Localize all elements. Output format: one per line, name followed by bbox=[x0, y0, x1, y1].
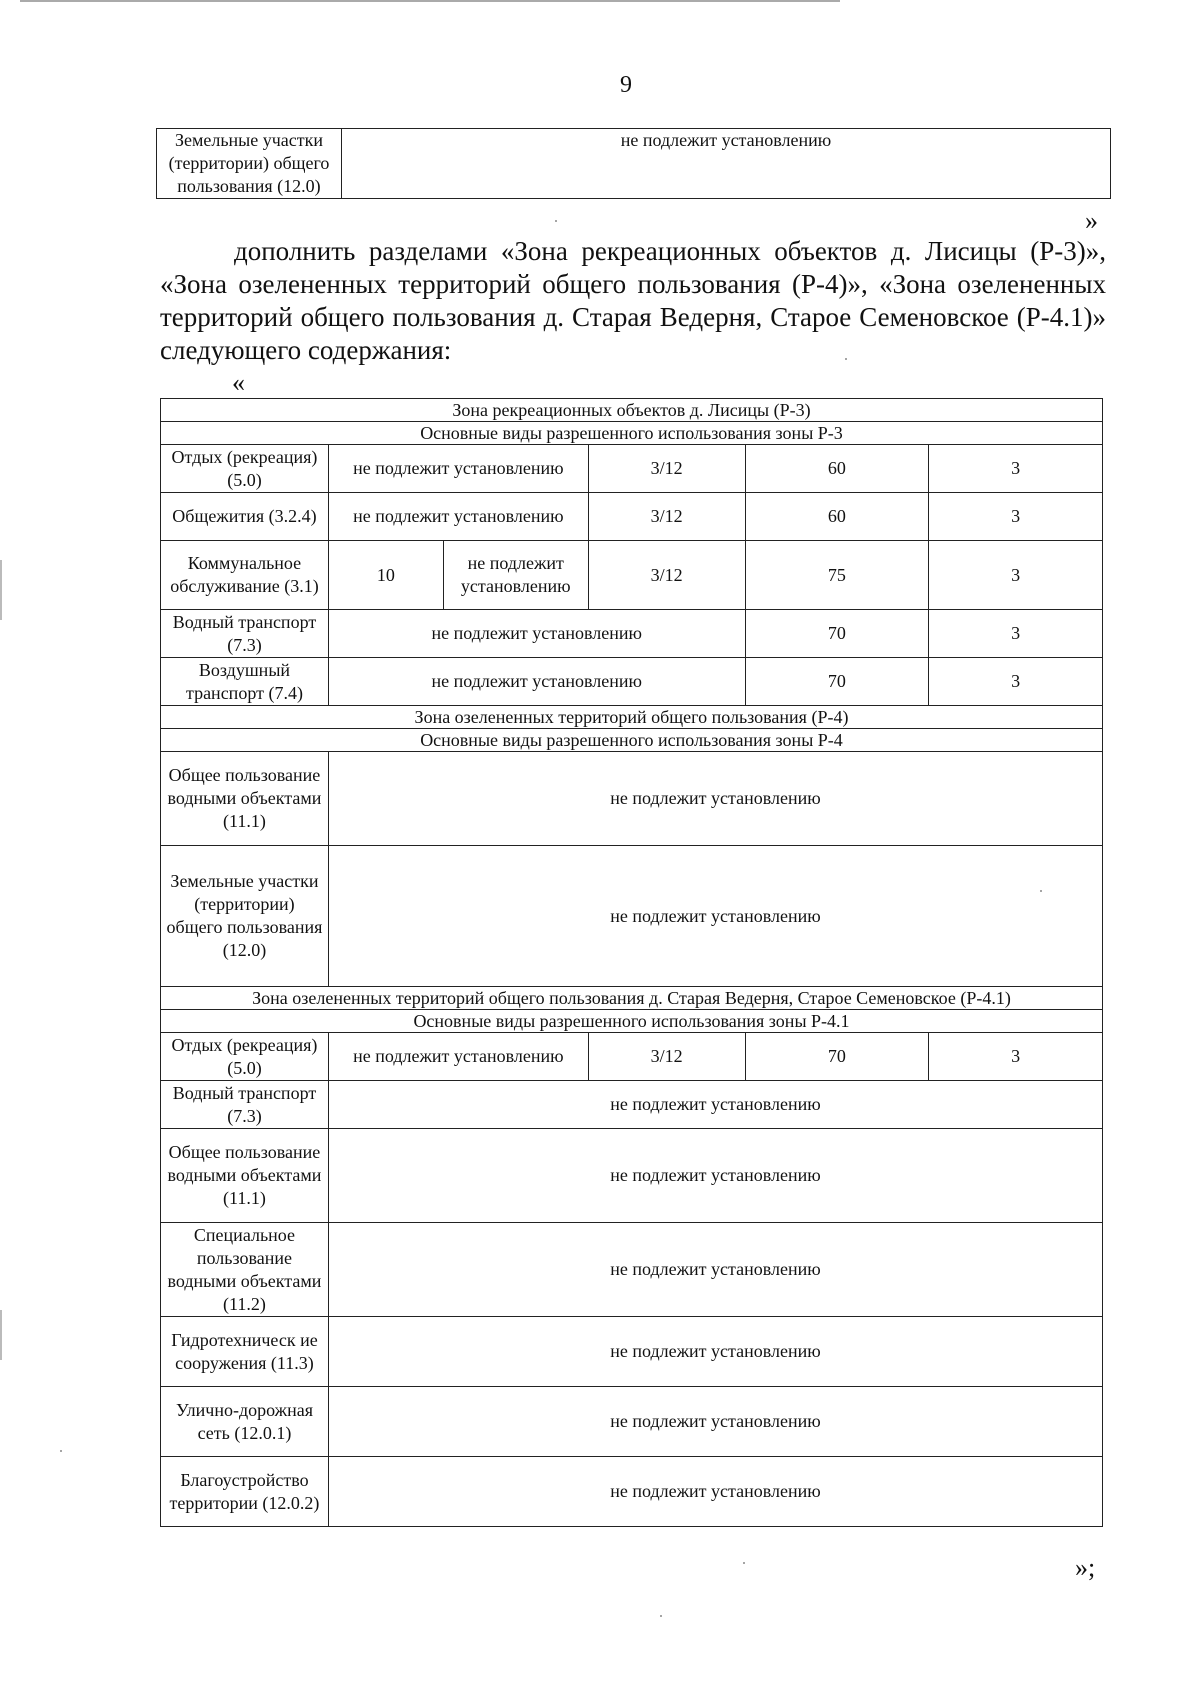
cell-value: 3 bbox=[929, 1033, 1103, 1081]
cell-value: не подлежит установлению bbox=[328, 846, 1102, 987]
zone-r4-title: Зона озелененных территорий общего пользования (Р-4) bbox=[161, 706, 1103, 729]
cell-value: не подлежит установлению bbox=[328, 658, 745, 706]
use-type-name: Благоустройство территории (12.0.2) bbox=[161, 1457, 329, 1527]
cell-value: 3/12 bbox=[588, 1033, 745, 1081]
zone-subtitle-row bbox=[161, 729, 1103, 752]
zone-subtitle-row bbox=[161, 422, 1103, 445]
use-type-name: Водный транспорт (7.3) bbox=[161, 1081, 329, 1129]
cell-value: не подлежит установлению bbox=[328, 1317, 1102, 1387]
table-row bbox=[161, 752, 1103, 846]
use-type-name: Отдых (рекреация) (5.0) bbox=[161, 445, 329, 493]
cell-value: не подлежит установлению bbox=[443, 541, 588, 610]
use-type-name: Улично-дорожная сеть (12.0.1) bbox=[161, 1387, 329, 1457]
zone-title-row bbox=[161, 399, 1103, 422]
cell-value: 3/12 bbox=[588, 493, 745, 541]
table-row bbox=[161, 541, 1103, 610]
table-row bbox=[157, 129, 1111, 199]
table-row bbox=[161, 658, 1103, 706]
cell-value: не подлежит установлению bbox=[328, 493, 588, 541]
cell-value: 3 bbox=[929, 493, 1103, 541]
cell-value: 70 bbox=[745, 610, 929, 658]
use-type-name: Воздушный транспорт (7.4) bbox=[161, 658, 329, 706]
closing-quote-semicolon: »; bbox=[1075, 1553, 1096, 1582]
table-row bbox=[161, 1033, 1103, 1081]
zone-title-row bbox=[161, 706, 1103, 729]
use-type-name: Специальное пользование водными объектами (11.2) bbox=[161, 1223, 329, 1317]
cell-value: не подлежит установлению bbox=[342, 129, 1111, 199]
table-row bbox=[161, 1081, 1103, 1129]
use-type-name: Земельные участки (территории) общего пользования (12.0) bbox=[157, 129, 342, 199]
use-type-name: Водный транспорт (7.3) bbox=[161, 610, 329, 658]
zone-r4-subtitle: Основные виды разрешенного использования зоны Р-4 bbox=[161, 729, 1103, 752]
table-row bbox=[161, 493, 1103, 541]
scan-left-mark bbox=[0, 1310, 2, 1360]
use-type-name: Отдых (рекреация) (5.0) bbox=[161, 1033, 329, 1081]
cell-value: не подлежит установлению bbox=[328, 610, 745, 658]
cell-value: не подлежит установлению bbox=[328, 445, 588, 493]
cell-value: не подлежит установлению bbox=[328, 752, 1102, 846]
cell-value: 75 bbox=[745, 541, 929, 610]
scan-speck bbox=[60, 1450, 62, 1452]
table-row bbox=[161, 846, 1103, 987]
cell-value: 10 bbox=[328, 541, 443, 610]
opening-quote: « bbox=[232, 368, 245, 397]
table-row bbox=[161, 1387, 1103, 1457]
zones-table bbox=[160, 398, 1103, 1527]
closing-quote: » bbox=[1085, 206, 1098, 235]
table-row bbox=[161, 1129, 1103, 1223]
scan-speck bbox=[1040, 890, 1042, 892]
cell-value: 60 bbox=[745, 445, 929, 493]
cell-value: 70 bbox=[745, 1033, 929, 1081]
table-row bbox=[161, 1223, 1103, 1317]
amendment-paragraph: дополнить разделами «Зона рекреационных объектов д. Лисицы (Р-3)», «Зона озелененных территорий общего пользования (Р-4)», «Зона озелененных территорий общего пользования д. Старая Ведерня, Старое Семеновское (Р-4.1)» следующего содержания: bbox=[160, 236, 1106, 365]
scan-speck bbox=[555, 220, 557, 222]
cell-value: не подлежит установлению bbox=[328, 1033, 588, 1081]
zone-r3-subtitle: Основные виды разрешенного использования зоны Р-3 bbox=[161, 422, 1103, 445]
zone-r41-subtitle: Основные виды разрешенного использования зоны Р-4.1 bbox=[161, 1010, 1103, 1033]
cell-value: 3 bbox=[929, 445, 1103, 493]
cell-value: не подлежит установлению bbox=[328, 1457, 1102, 1527]
cell-value: не подлежит установлению bbox=[328, 1223, 1102, 1317]
scan-speck bbox=[743, 1562, 745, 1564]
use-type-name: Общее пользование водными объектами (11.1) bbox=[161, 752, 329, 846]
zone-r41-title: Зона озелененных территорий общего пользования д. Старая Ведерня, Старое Семеновское (Р-4.1) bbox=[161, 987, 1103, 1010]
table-row bbox=[161, 445, 1103, 493]
cell-value: 3/12 bbox=[588, 445, 745, 493]
use-type-name: Общее пользование водными объектами (11.1) bbox=[161, 1129, 329, 1223]
cell-value: 70 bbox=[745, 658, 929, 706]
scan-speck bbox=[845, 358, 847, 360]
cell-value: 3/12 bbox=[588, 541, 745, 610]
cell-value: 3 bbox=[929, 610, 1103, 658]
use-type-name: Земельные участки (территории) общего пользования (12.0) bbox=[161, 846, 329, 987]
scan-speck bbox=[660, 1615, 662, 1617]
zone-subtitle-row bbox=[161, 1010, 1103, 1033]
scan-top-edge bbox=[20, 0, 840, 2]
cell-value: не подлежит установлению bbox=[328, 1129, 1102, 1223]
table-row bbox=[161, 610, 1103, 658]
cell-value: 60 bbox=[745, 493, 929, 541]
cell-value: не подлежит установлению bbox=[328, 1387, 1102, 1457]
cell-value: 3 bbox=[929, 541, 1103, 610]
cell-value: не подлежит установлению bbox=[328, 1081, 1102, 1129]
scan-left-mark bbox=[0, 560, 2, 620]
table-row bbox=[161, 1457, 1103, 1527]
use-type-name: Общежития (3.2.4) bbox=[161, 493, 329, 541]
zone-r3-title: Зона рекреационных объектов д. Лисицы (Р-3) bbox=[161, 399, 1103, 422]
use-type-name: Коммунальное обслуживание (3.1) bbox=[161, 541, 329, 610]
page-number: 9 bbox=[620, 72, 632, 98]
use-type-name: Гидротехническ ие сооружения (11.3) bbox=[161, 1317, 329, 1387]
continuation-table bbox=[156, 128, 1111, 199]
cell-value: 3 bbox=[929, 658, 1103, 706]
zone-title-row bbox=[161, 987, 1103, 1010]
table-row bbox=[161, 1317, 1103, 1387]
